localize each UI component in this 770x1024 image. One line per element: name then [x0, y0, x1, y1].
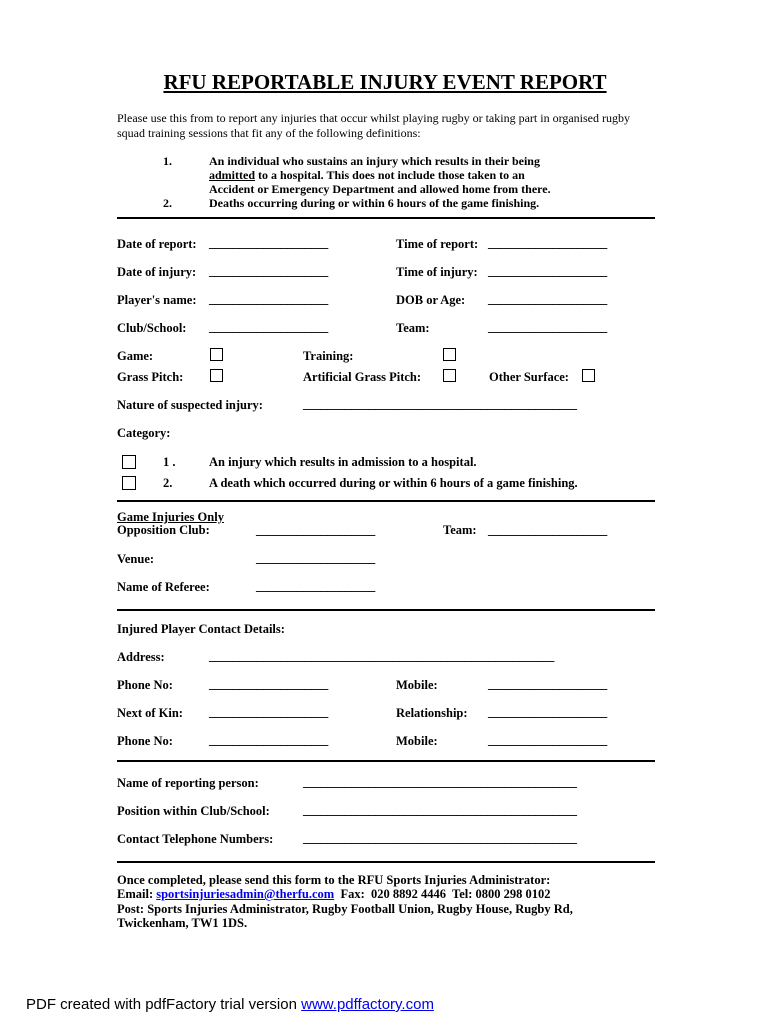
category-1-checkbox[interactable] [122, 455, 136, 469]
club-school-field[interactable]: ____________________ [209, 320, 329, 334]
date-of-injury-label: Date of injury: [117, 265, 197, 279]
relationship-field[interactable]: ____________________ [488, 705, 608, 719]
intro-paragraph: Please use this from to report any injuries that occur whilst playing rugby or taking part in organised rugby squad training sessions that fit any of the following definitions: [117, 111, 631, 140]
definition-1-line3: Accident or Emergency Department and allowed home from there. [209, 182, 551, 196]
definition-1 [209, 154, 551, 196]
contact-numbers-label: Contact Telephone Numbers: [117, 832, 274, 846]
club-school-label: Club/School: [117, 321, 187, 335]
artificial-pitch-checkbox[interactable] [443, 369, 456, 382]
date-of-report-field[interactable]: ____________________ [209, 236, 329, 250]
nature-of-injury-label: Nature of suspected injury: [117, 398, 263, 412]
date-of-report-label: Date of report: [117, 237, 197, 251]
other-surface-label: Other Surface: [489, 370, 569, 384]
pdffactory-link[interactable]: www.pdffactory.com [301, 996, 434, 1013]
other-surface-checkbox[interactable] [582, 369, 595, 382]
time-of-report-label: Time of report: [396, 237, 479, 251]
team-label: Team: [396, 321, 430, 335]
category-1-text: An injury which results in admission to a hospital. [209, 455, 477, 469]
opposition-club-label: Opposition Club: [117, 523, 210, 537]
venue-field[interactable]: ____________________ [256, 551, 376, 565]
divider-1 [117, 217, 655, 219]
pdf-factory-footer: PDF created with pdfFactory trial version www.pdffactory.com [26, 996, 434, 1013]
nature-of-injury-field[interactable]: ______________________________________________ [303, 397, 577, 411]
address-field[interactable]: __________________________________________________________ [209, 649, 555, 663]
definition-1-line1: An individual who sustains an injury which results in their being [209, 154, 540, 168]
position-label: Position within Club/School: [117, 804, 270, 818]
mobile-label: Mobile: [396, 678, 438, 692]
contact-details-heading: Injured Player Contact Details: [117, 622, 285, 636]
phone-2-label: Phone No: [117, 734, 173, 748]
category-2-number: 2. [163, 476, 173, 490]
time-of-injury-field[interactable]: ____________________ [488, 264, 608, 278]
divider-2 [117, 500, 655, 502]
game-team-field[interactable]: ____________________ [488, 523, 608, 537]
submission-contact-line: Email: sportsinjuriesadmin@therfu.com Fax: 020 8892 4446 Tel: 0800 298 0102 [117, 887, 551, 901]
referee-field[interactable]: ____________________ [256, 579, 376, 593]
players-name-label: Player's name: [117, 293, 197, 307]
mobile-field[interactable]: ____________________ [488, 677, 608, 691]
divider-4 [117, 760, 655, 762]
address-label: Address: [117, 650, 165, 664]
phone-2-field[interactable]: ____________________ [209, 733, 329, 747]
category-1-number: 1 . [163, 455, 176, 469]
team-field[interactable]: ____________________ [488, 320, 608, 334]
players-name-field[interactable]: ____________________ [209, 292, 329, 306]
time-of-injury-label: Time of injury: [396, 265, 478, 279]
next-of-kin-field[interactable]: ____________________ [209, 705, 329, 719]
definition-1-line2: admitted to a hospital. This does not include those taken to an [209, 168, 525, 182]
category-2-text: A death which occurred during or within 6 hours of a game finishing. [209, 476, 578, 490]
admitted-underlined: admitted [209, 168, 255, 182]
training-checkbox[interactable] [443, 348, 456, 361]
definition-number-1: 1. [163, 154, 172, 168]
artificial-pitch-label: Artificial Grass Pitch: [303, 370, 422, 384]
page-title: RFU REPORTABLE INJURY EVENT REPORT [163, 70, 607, 94]
venue-label: Venue: [117, 552, 155, 566]
reporter-name-label: Name of reporting person: [117, 776, 259, 790]
grass-pitch-label: Grass Pitch: [117, 370, 184, 384]
mobile-2-label: Mobile: [396, 734, 438, 748]
referee-label: Name of Referee: [117, 580, 210, 594]
game-team-label: Team: [443, 523, 477, 537]
position-field[interactable]: ______________________________________________ [303, 803, 577, 817]
time-of-report-field[interactable]: ____________________ [488, 236, 608, 250]
fax-tel: Fax: 020 8892 4446 Tel: 0800 298 0102 [334, 887, 551, 901]
submission-instructions: Once completed, please send this form to the RFU Sports Injuries Administrator: [117, 873, 551, 887]
phone-label: Phone No: [117, 678, 173, 692]
category-2-checkbox[interactable] [122, 476, 136, 490]
training-label: Training: [303, 349, 354, 363]
phone-field[interactable]: ____________________ [209, 677, 329, 691]
relationship-label: Relationship: [396, 706, 468, 720]
divider-5 [117, 861, 655, 863]
mobile-2-field[interactable]: ____________________ [488, 733, 608, 747]
grass-pitch-checkbox[interactable] [210, 369, 223, 382]
reporter-name-field[interactable]: ______________________________________________ [303, 775, 577, 789]
game-label: Game: [117, 349, 154, 363]
opposition-club-field[interactable]: ____________________ [256, 523, 376, 537]
post-address-2: Twickenham, TW1 1DS. [117, 916, 248, 930]
game-injuries-heading: Game Injuries Only [117, 510, 224, 524]
dob-age-field[interactable]: ____________________ [488, 292, 608, 306]
next-of-kin-label: Next of Kin: [117, 706, 183, 720]
email-link[interactable]: sportsinjuriesadmin@therfu.com [156, 887, 335, 901]
game-checkbox[interactable] [210, 348, 223, 361]
category-label: Category: [117, 426, 171, 440]
post-address: Post: Sports Injuries Administrator, Rugby Football Union, Rugby House, Rugby Rd, [117, 902, 573, 916]
contact-numbers-field[interactable]: ______________________________________________ [303, 831, 577, 845]
dob-age-label: DOB or Age: [396, 293, 466, 307]
definition-2: Deaths occurring during or within 6 hours of the game finishing. [209, 196, 540, 210]
definition-number-2: 2. [163, 196, 172, 210]
date-of-injury-field[interactable]: ____________________ [209, 264, 329, 278]
divider-3 [117, 609, 655, 611]
